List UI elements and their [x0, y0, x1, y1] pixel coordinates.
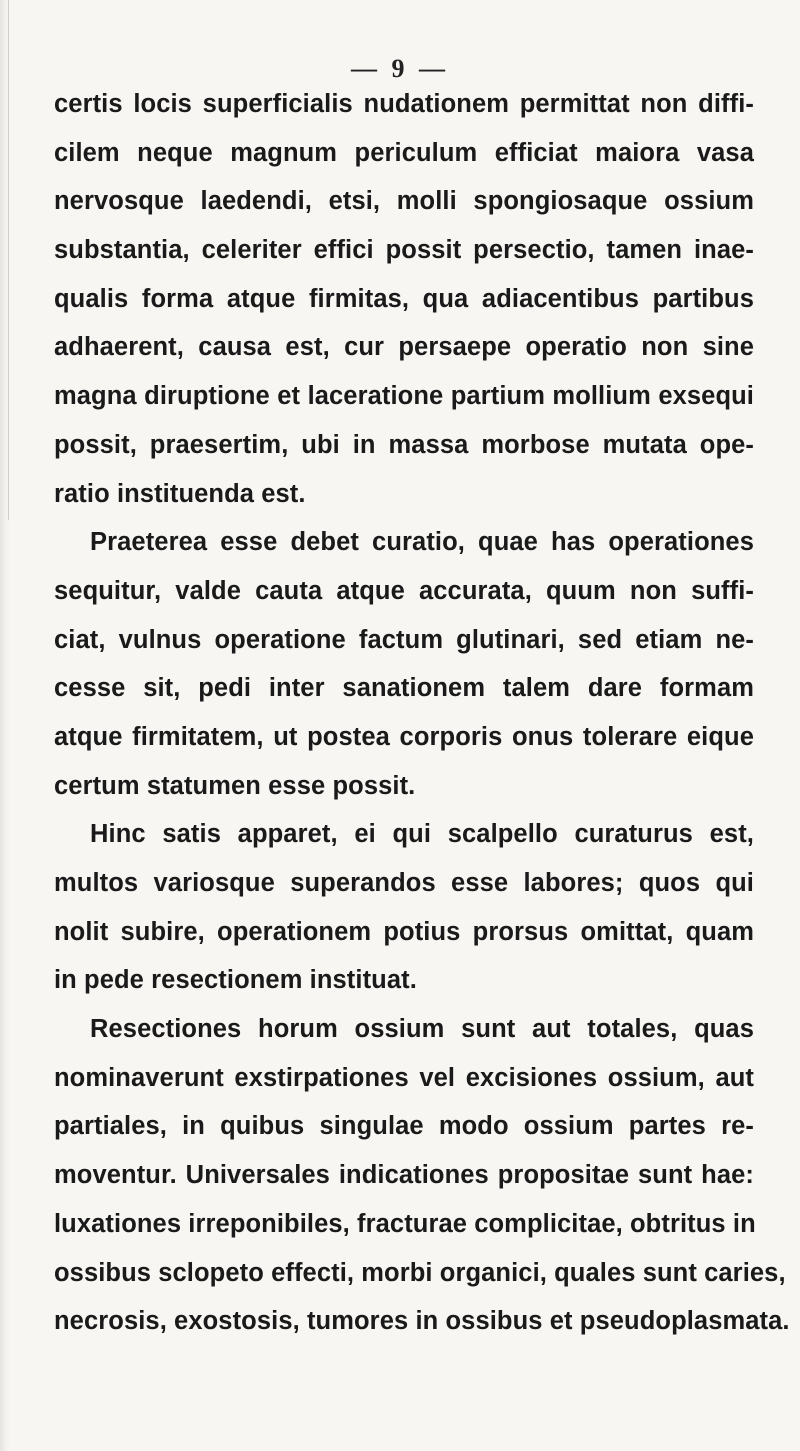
text-line: magna diruptione et laceratione partium mollium exsequi	[54, 382, 754, 411]
text-line: nominaverunt exstirpationes vel excisiones ossium, aut	[54, 1063, 754, 1092]
paragraph-start-line: Resectiones horum ossium sunt aut totales, quas	[90, 1015, 754, 1044]
text-line: partiales, in quibus singulae modo ossium partes re-	[54, 1112, 754, 1141]
paragraph-end-line: ratio instituenda est.	[54, 479, 306, 508]
text-line: moventur. Universales indicationes propositae sunt hae:	[54, 1161, 754, 1190]
text-line: atque firmitatem, ut postea corporis onus tolerare eique	[54, 722, 754, 751]
text-line: necrosis, exostosis, tumores in ossibus et pseudoplasmata.	[54, 1307, 790, 1336]
text-line: nolit subire, operationem potius prorsus omittat, quam	[54, 917, 754, 946]
text-line: substantia, celeriter effici possit persectio, tamen inae-	[54, 236, 754, 265]
paragraph-end-line: certum statumen esse possit.	[54, 771, 416, 800]
text-line: qualis forma atque firmitas, qua adiacentibus partibus	[54, 284, 754, 313]
text-line: luxationes irreponibiles, fracturae complicitae, obtritus in	[54, 1209, 756, 1238]
paragraph-start-line: Hinc satis apparet, ei qui scalpello curaturus est,	[90, 820, 754, 849]
text-line: sequitur, valde cauta atque accurata, quum non suffi-	[54, 576, 754, 605]
text-line: adhaerent, causa est, cur persaepe operatio non sine	[54, 333, 754, 362]
text-line: possit, praesertim, ubi in massa morbose mutata ope-	[54, 430, 754, 459]
text-line: cesse sit, pedi inter sanationem talem dare formam	[54, 674, 754, 703]
text-line: certis locis superficialis nudationem permittat non diffi-	[54, 90, 754, 118]
paragraph-start-line: Praeterea esse debet curatio, quae has operationes	[90, 528, 754, 557]
text-line: ossibus sclopeto effecti, morbi organici, quales sunt caries,	[54, 1258, 786, 1287]
page-number: — 9 —	[351, 54, 449, 83]
text-line: ciat, vulnus operatione factum glutinari, sed etiam ne-	[54, 625, 754, 654]
paragraph-end-line: in pede resectionem instituat.	[54, 966, 417, 995]
text-line: multos variosque superandos esse labores; quos qui	[54, 869, 754, 897]
text-line: nervosque laedendi, etsi, molli spongiosaque ossium	[54, 187, 754, 216]
body-text	[54, 80, 790, 1346]
text-line: cilem neque magnum periculum efficiat maiora vasa	[54, 138, 754, 167]
